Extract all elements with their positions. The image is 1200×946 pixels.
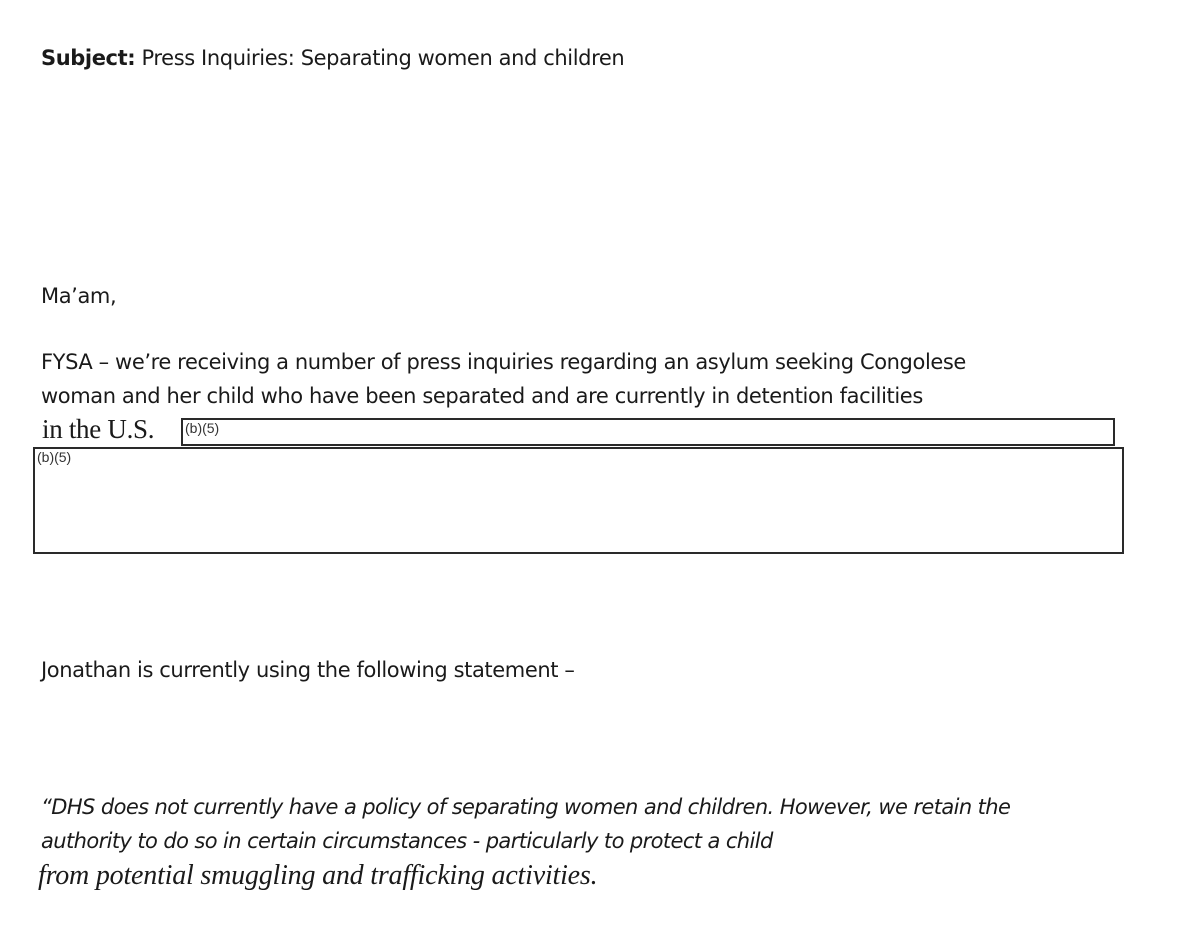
- subject-label: Subject:: [41, 46, 136, 70]
- redaction-box-block: [33, 447, 1124, 554]
- subject-line: [41, 46, 624, 70]
- subject-text: Press Inquiries: Separating women and children: [141, 46, 625, 70]
- quote-line-3: from potential smuggling and trafficking activities.: [38, 860, 598, 891]
- quote-line-2: authority to do so in certain circumstances - particularly to protect a child: [41, 829, 773, 853]
- body-line-3: in the U.S.: [42, 414, 155, 444]
- body-line-1: FYSA – we’re receiving a number of press inquiries regarding an asylum seeking Congolese: [41, 350, 966, 374]
- salutation: Ma’am,: [41, 284, 117, 308]
- statement-intro: Jonathan is currently using the following statement –: [41, 658, 575, 682]
- body-line-2: woman and her child who have been separated and are currently in detention facilities: [41, 384, 923, 408]
- redaction-code-inline: (b)(5): [185, 420, 220, 436]
- quote-line-1: “DHS does not currently have a policy of separating women and children. However, we retain the: [41, 795, 1011, 819]
- redaction-box-inline: [181, 418, 1115, 446]
- redaction-code-block: (b)(5): [37, 449, 72, 465]
